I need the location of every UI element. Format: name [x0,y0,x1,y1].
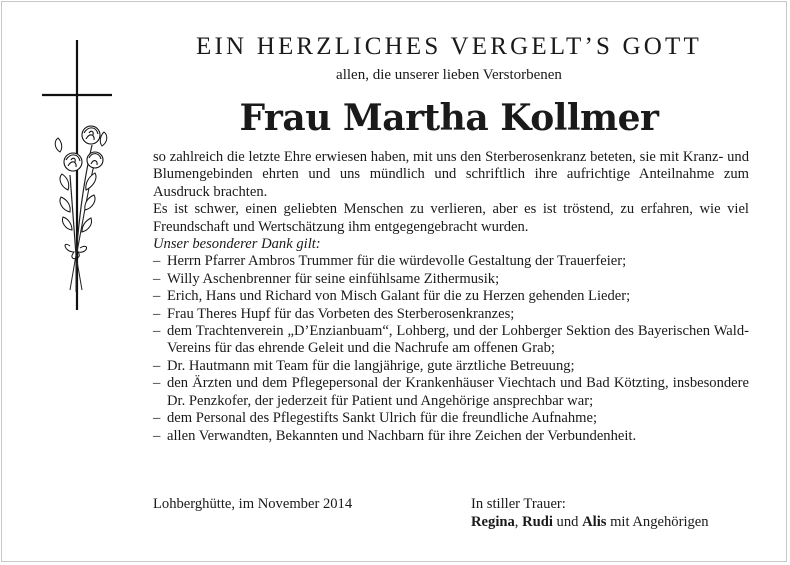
deceased-name: Frau Martha Kollmer [239,97,659,139]
thanks-item-text: den Ärzten und dem Pflegepersonal der Krankenhäuser Viechtach und Bad Kötzting, insbesondere Dr. Penzkofer, der jederzeit für Patient und Angehörige ansprechbar war; [167,375,749,409]
mourner-name: Alis [582,514,607,530]
name-separator: und [552,514,583,530]
thanks-item [153,375,749,410]
dash-bullet: – [153,288,161,305]
dash-bullet: – [153,323,161,340]
thanks-item [153,288,749,305]
place-date: Lohberghütte, im November 2014 [153,496,353,512]
thanks-title: Unser besonderer Dank gilt: [153,236,321,253]
thanks-item-text: Willy Aschenbrenner für seine einfühlsame Zithermusik; [167,270,500,287]
mourners-block [471,495,709,531]
thanks-item-text: dem Trachtenverein „D’Enzianbuam“, Lohberg, und der Lohberger Sektion des Bayerischen Wald-Vereins für das ehrende Geleit und die Nachrufe am offenen Grab; [167,323,749,357]
mourner-name: Regina [471,514,515,530]
dash-bullet: – [153,253,161,270]
thanks-item [153,323,749,358]
thanks-item [153,253,749,270]
dash-bullet: – [153,375,161,392]
subheadline: allen, die unserer lieben Verstorbenen [336,67,562,83]
dash-bullet: – [153,410,161,427]
cross-with-roses-icon [40,40,120,310]
mourning-label: In stiller Trauer: [471,496,566,512]
dash-bullet: – [153,427,161,444]
thanks-item-text: Herrn Pfarrer Ambros Trummer für die würdevolle Gestaltung der Trauerfeier; [167,253,627,270]
thanks-item-text: dem Personal des Pflegestifts Sankt Ulrich für die freundliche Aufnahme; [167,410,598,427]
dash-bullet: – [153,357,161,374]
thanks-item [153,271,749,288]
thanks-item-text: Dr. Hautmann mit Team für die langjährige, gute ärztliche Betreuung; [167,357,575,374]
thanks-item-text: Erich, Hans und Richard von Misch Galant für die zu Herzen gehenden Lieder; [167,288,631,305]
thanks-item [153,428,749,445]
thanks-item [153,410,749,427]
thanks-item [153,306,749,323]
thanks-item-text: allen Verwandten, Bekannten und Nachbarn für ihre Zeichen der Verbundenheit. [167,427,637,444]
intro-paragraph: Es ist schwer, einen geliebten Menschen zu verlieren, aber es ist tröstend, zu erfahren, wie viel Freundschaft und Wertschätzung ihm entgegengebracht wurden. [153,201,749,235]
notice-body [153,149,749,445]
dash-bullet: – [153,270,161,287]
thanks-item [153,358,749,375]
name-separator: , [514,514,523,530]
intro-paragraph: so zahlreich die letzte Ehre erwiesen haben, mit uns den Sterberosenkranz beteten, sie mit Kranz- und Blumengebinden ehrten und uns mündlich und schriftlich ihre aufrichtige Anteilnahme zum Ausdruck brachten. [153,149,749,200]
thanks-item-text: Frau Theres Hupf für das Vorbeten des Sterberosenkranzes; [167,305,515,322]
dash-bullet: – [153,305,161,322]
mourner-name: Rudi [522,514,553,530]
headline: EIN HERZLICHES VERGELT’S GOTT [196,33,702,60]
mourners-rest: mit Angehörigen [606,514,709,530]
mourners-names [471,513,709,531]
